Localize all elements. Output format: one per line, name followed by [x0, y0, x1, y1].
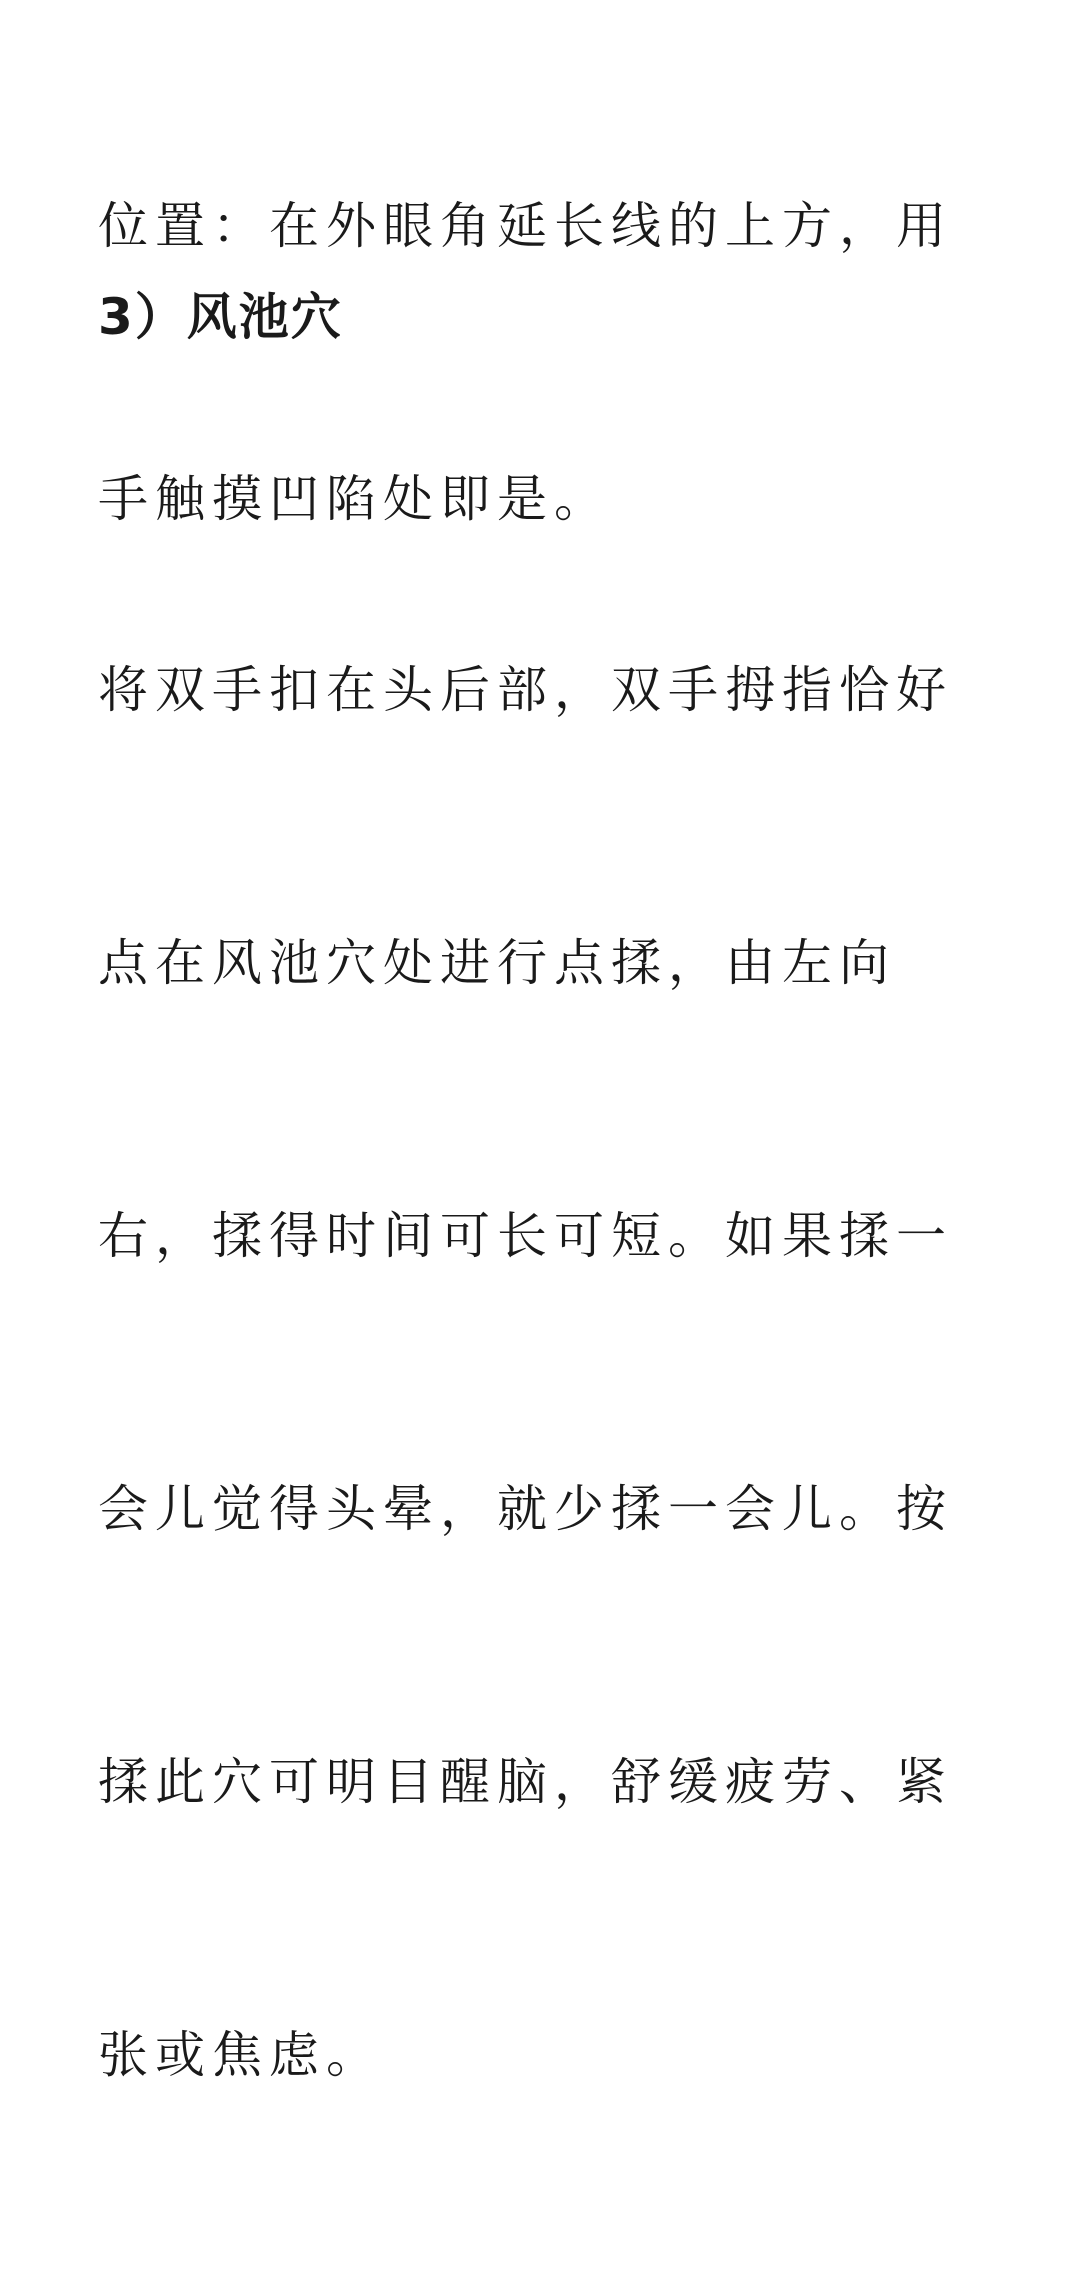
- text-line: 会儿觉得头晕，就少揉一会儿。按: [98, 1480, 953, 1538]
- instruction-paragraph: [98, 463, 998, 2283]
- text-line: 手触摸凹陷处即是。: [98, 470, 611, 528]
- text-line: 点在风池穴处进行点揉，由左向: [98, 934, 896, 992]
- section-heading: 3）风池穴: [98, 288, 343, 346]
- text-line: 位置：在外眼角延长线的上方，用: [98, 197, 953, 255]
- text-line: 揉此穴可明目醒脑，舒缓疲劳、紧: [98, 1753, 953, 1811]
- text-line: 右，揉得时间可长可短。如果揉一: [98, 1207, 953, 1265]
- text-line: 将双手扣在头后部，双手拇指恰好: [98, 661, 953, 719]
- text-line: 张或焦虑。: [98, 2026, 383, 2084]
